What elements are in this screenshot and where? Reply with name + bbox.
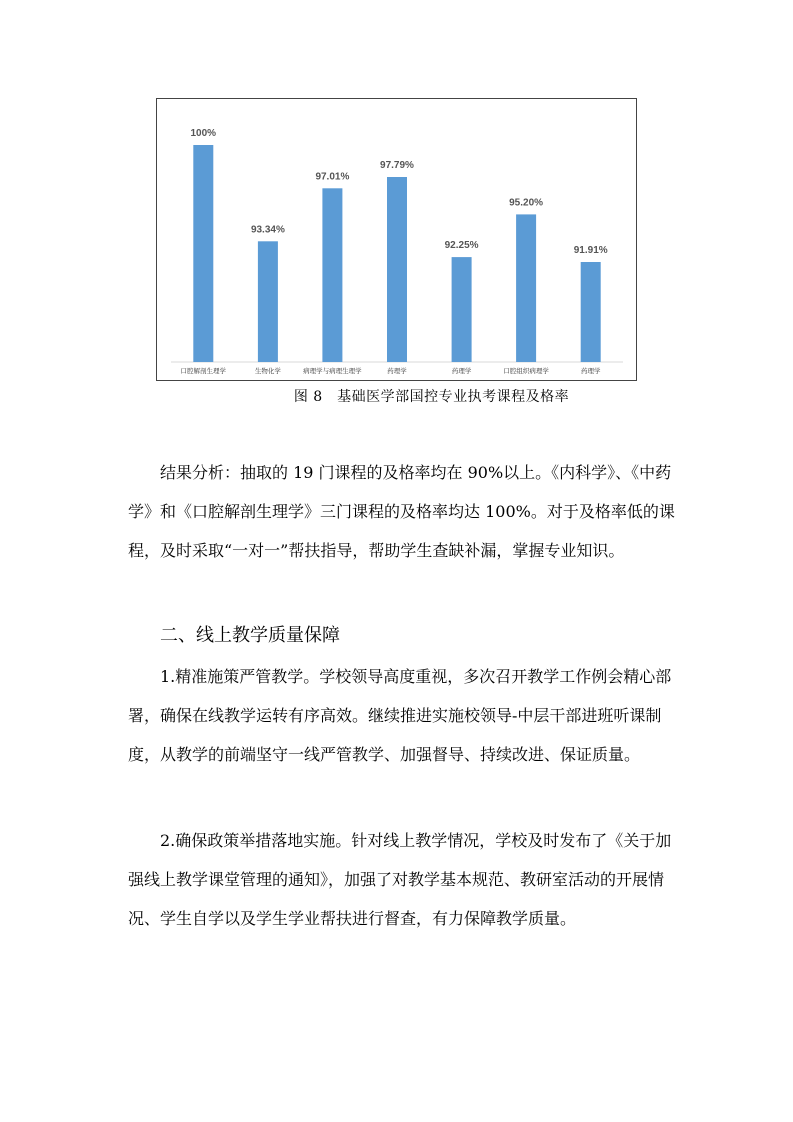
chart-canvas bbox=[157, 99, 638, 382]
data-label-5: 92.25% bbox=[444, 240, 479, 252]
bar-7 bbox=[581, 262, 601, 362]
figure-caption-text: 图 8 基础医学部国控专业执考课程及格率 bbox=[293, 389, 570, 405]
data-label-3: 97.01% bbox=[315, 171, 350, 183]
figure-caption bbox=[0, 386, 793, 406]
data-label-1: 100% bbox=[190, 128, 217, 139]
category-label-5: 药理学 bbox=[451, 367, 472, 375]
data-label-2: 93.34% bbox=[250, 224, 285, 236]
category-label-1: 口腔解剖生理学 bbox=[180, 367, 227, 375]
bar-chart bbox=[156, 98, 637, 381]
category-label-6: 口腔组织病理学 bbox=[503, 367, 549, 375]
data-label-7: 91.91% bbox=[573, 245, 608, 256]
paragraph-item-1: 1.精准施策严管教学。学校领导高度重视，多次召开教学工作例会精心部署，确保在线教学运转有序高效。继续推进实施校领导-中层干部进班听课制度，从教学的前端坚守一线严管教学、加强督导、持续改进、保证质量。 bbox=[128, 667, 672, 764]
data-label-4: 97.79% bbox=[380, 160, 414, 171]
bar-2 bbox=[258, 241, 278, 362]
section-heading: 二、线上教学质量保障 bbox=[160, 625, 340, 646]
bar-3 bbox=[322, 188, 342, 362]
result-analysis-paragraph: 结果分析：抽取的 19 门课程的及格率均在 90%以上。《内科学》、《中药学》和《口腔解剖生理学》三门课程的及格率均达 100%。对于及格率低的课程，及时采取“一对一”帮扶指导，帮助学生查缺补漏，掌握专业知识。 bbox=[128, 463, 675, 560]
category-label-4: 药理学 bbox=[387, 367, 407, 375]
category-label-2: 生物化学 bbox=[254, 367, 281, 375]
bar-5 bbox=[452, 257, 472, 362]
data-label-6: 95.20% bbox=[509, 197, 544, 209]
bar-6 bbox=[516, 214, 536, 362]
paragraph-item-2: 2.确保政策举措落地实施。针对线上教学情况，学校及时发布了《关于加强线上教学课堂管理的通知》，加强了对教学基本规范、教研室活动的开展情况、学生自学以及学生学业帮扶进行督查，有力保障教学质量。 bbox=[128, 831, 672, 928]
category-label-7: 药理学 bbox=[580, 367, 601, 375]
category-label-3: 病理学与病理生理学 bbox=[303, 367, 362, 375]
bar-1 bbox=[193, 145, 213, 362]
bar-4 bbox=[387, 177, 407, 362]
